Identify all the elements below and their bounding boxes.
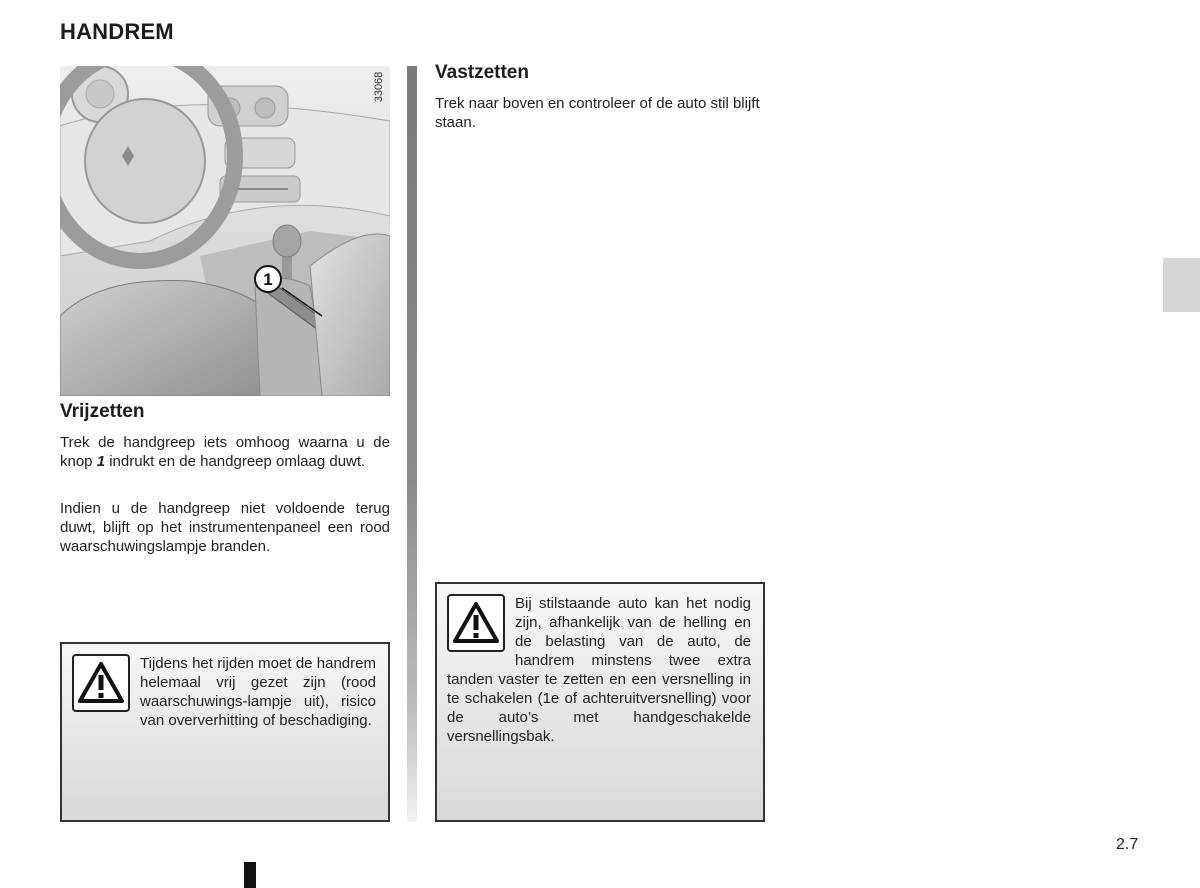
apply-para-1: Trek naar boven en controleer of de auto stil blijft staan.: [435, 95, 760, 131]
release-para-1-start: Trek de handgreep iets omhoog waarna u de knop: [60, 434, 390, 470]
release-para-1: [60, 433, 390, 471]
page-title: HANDREM: [60, 19, 174, 44]
chapter-tab: [1163, 258, 1200, 312]
apply-warning-box: [435, 582, 765, 822]
apply-heading: Vastzetten: [435, 62, 529, 83]
release-para-1-ref: 1: [96, 453, 106, 470]
warning-triangle-icon: [447, 594, 505, 652]
release-heading: Vrijzetten: [60, 401, 145, 422]
apply-warning-text: Bij stilstaande auto kan het nodig zijn, afhankelijk van de helling en de belasting van de auto, de handrem minstens twee extra tanden vaster te zetten en een versnelling in te schakelen (1e of achteruitversnelling) voor de auto’s met handgeschakelde versnellingsbak.: [447, 595, 751, 745]
release-warning-box: [60, 642, 390, 822]
release-warning-text: Tijdens het rijden moet de handrem helemaal vrij gezet zijn (rood waarschuwings-lampje uit), risico van oververhitting of beschadiging.: [140, 655, 376, 729]
callout-label: 1: [263, 270, 273, 289]
handbrake-illustration: [60, 66, 390, 396]
crop-mark: [244, 862, 256, 888]
release-para-1-end: indrukt en de handgreep omlaag duwt.: [105, 453, 366, 470]
figure-number: 33068: [373, 71, 385, 103]
column-divider: [407, 66, 417, 822]
page-number: 2.7: [1116, 836, 1139, 853]
warning-triangle-icon: [72, 654, 130, 712]
release-para-2: Indien u de handgreep niet voldoende terug duwt, blijft op het instrumentenpaneel een rood waarschuwingslampje branden.: [60, 500, 390, 555]
